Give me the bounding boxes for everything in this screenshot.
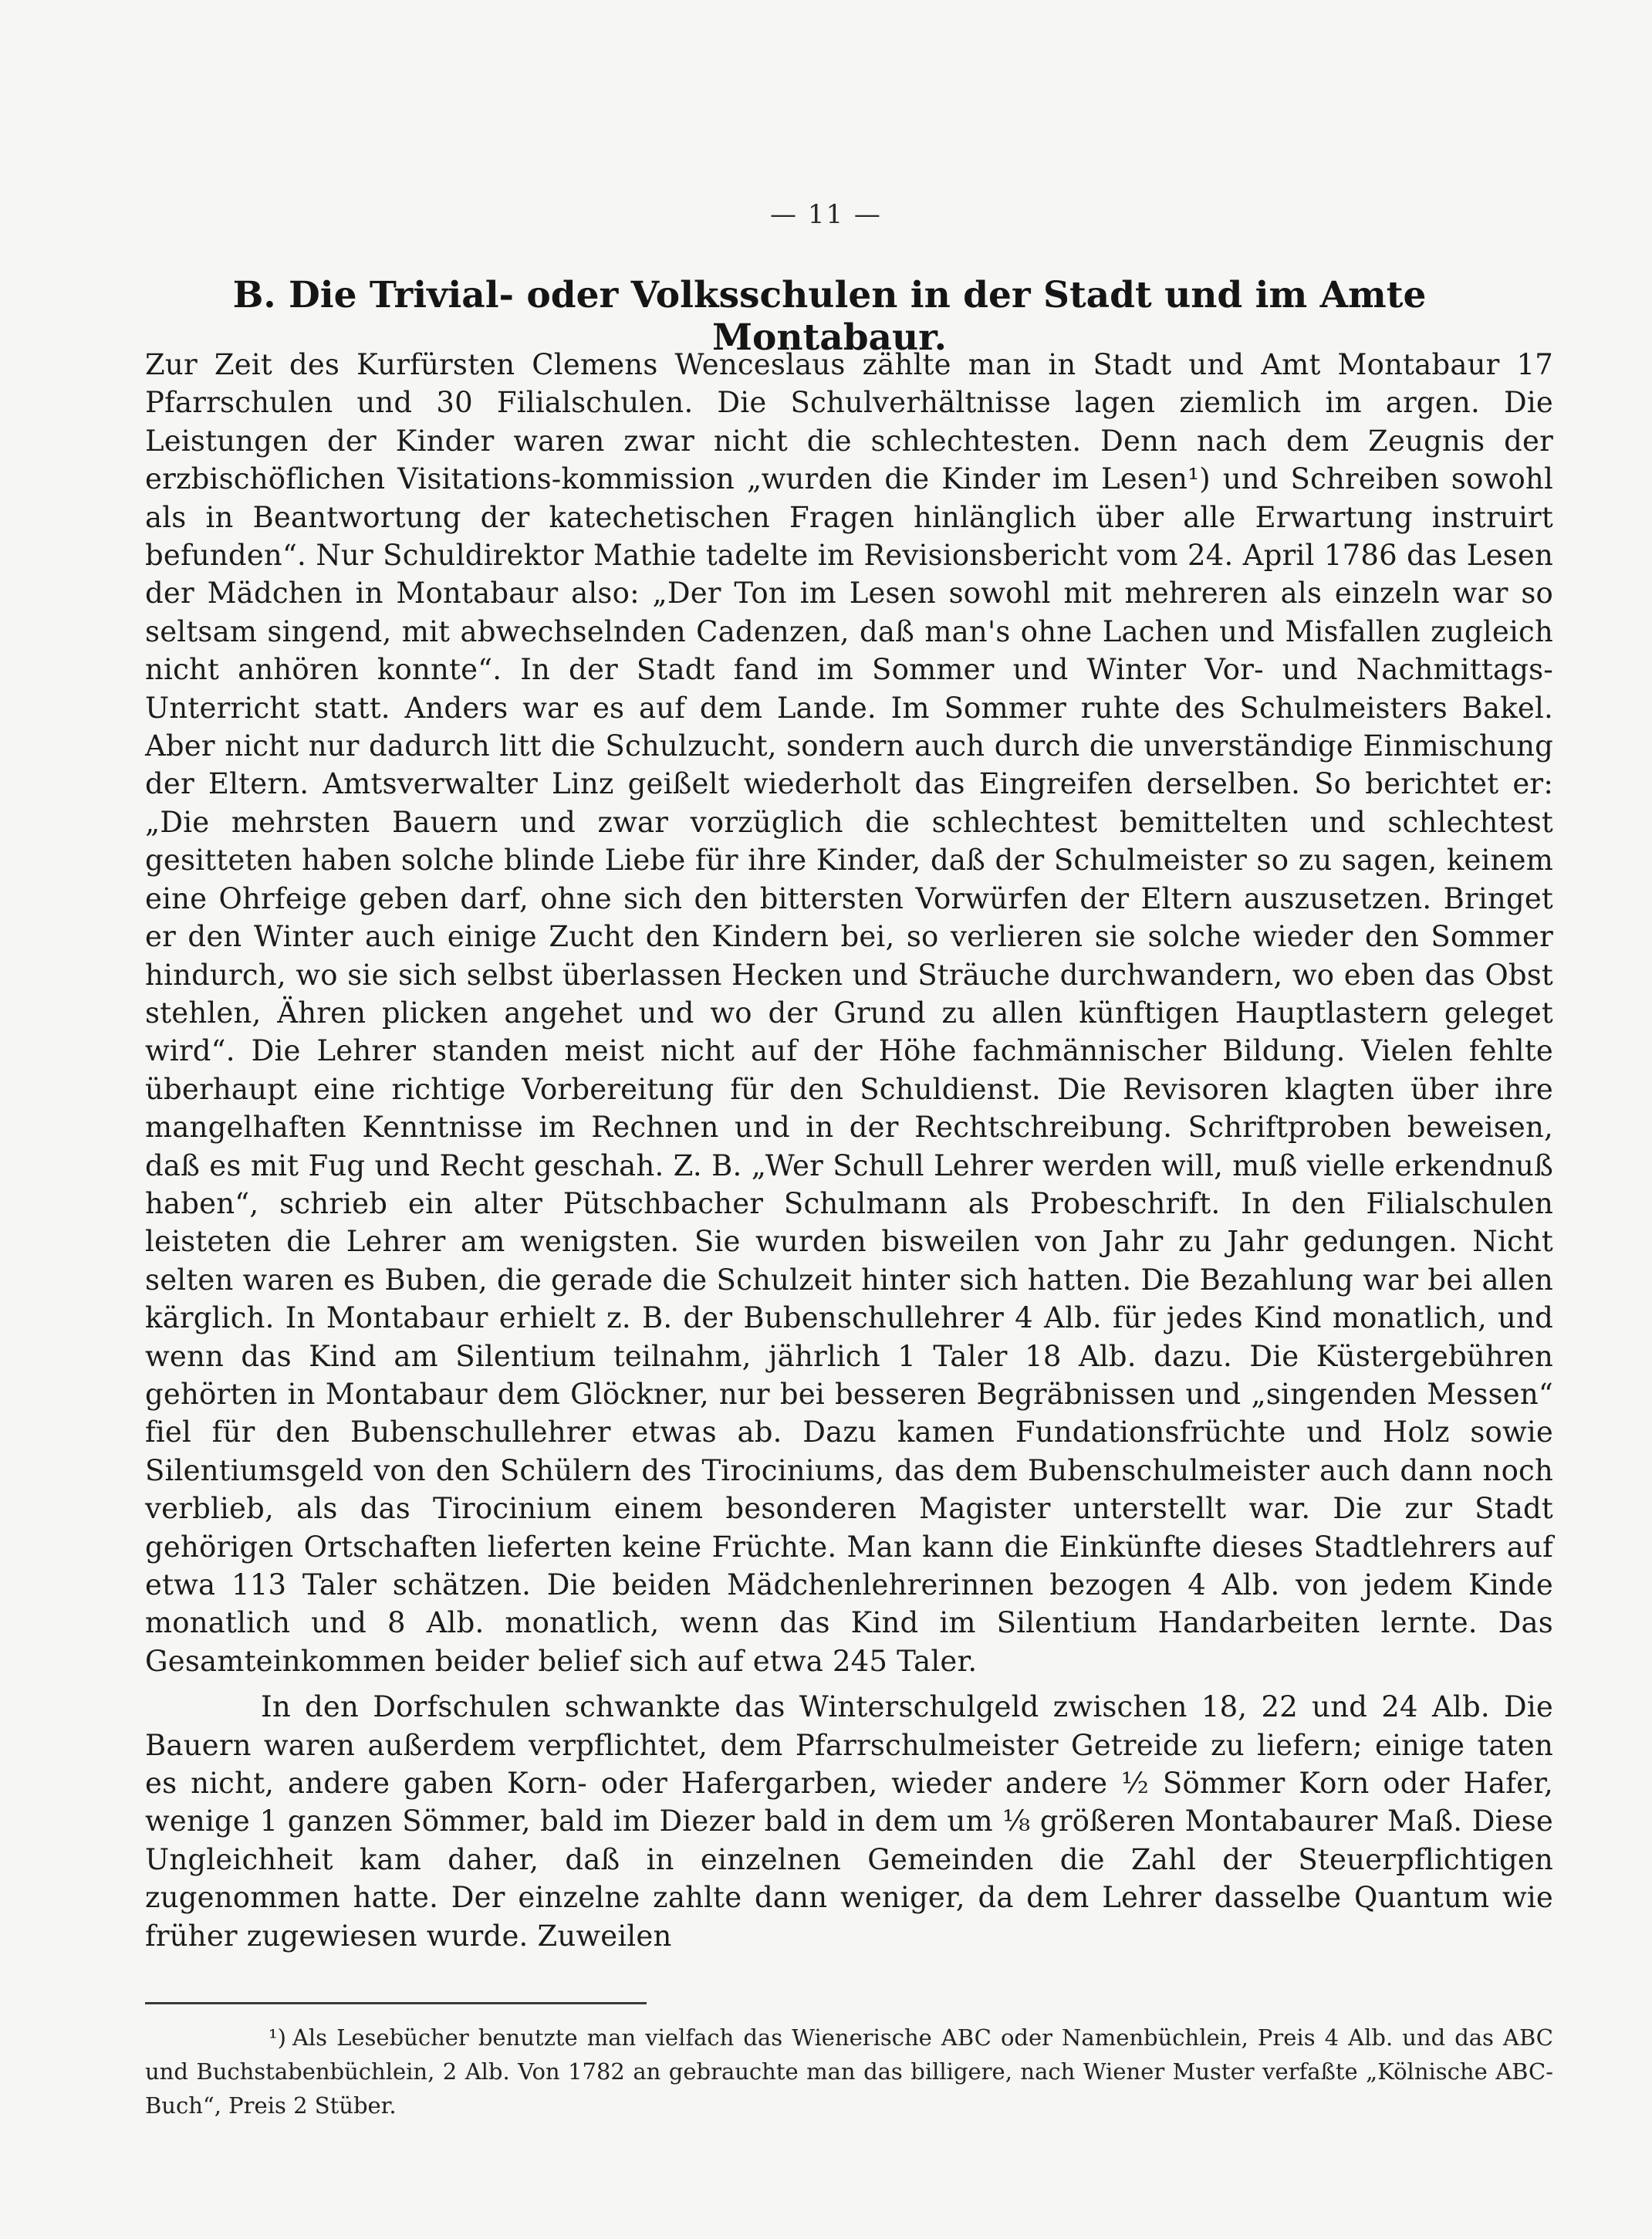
paragraph-1: Zur Zeit des Kurfürsten Clemens Wenceslaus zählte man in Stadt und Amt Montabaur 17 Pfarrschulen und 30 Filialschulen. Die Schulverhältnisse lagen ziemlich im argen. Die Leistungen der Kinder waren zwar nicht die schlechtesten. Denn nach dem Zeugnis der erzbischöflichen Visitations-kommission „wurden die Kinder im Lesen¹) und Schreiben sowohl als in Beantwortung der katechetischen Fragen hinlänglich über alle Erwartung instruirt befunden“. Nur Schuldirektor Mathie tadelte im Revisionsbericht vom 24. April 1786 das Lesen der Mädchen in Montabaur also: „Der Ton im Lesen sowohl mit mehreren als einzeln war so seltsam singend, mit abwechselnden Cadenzen, daß man's ohne Lachen und Misfallen zugleich nicht anhören konnte“. In der Stadt fand im Sommer und Winter Vor- und Nachmittags-Unterricht statt. Anders war es auf dem Lande. Im Sommer ruhte des Schulmeisters Bakel. Aber nicht nur dadurch litt die Schulzucht, sondern auch durch die unverständige Einmischung der Eltern. Amtsverwalter Linz geißelt wiederholt das Eingreifen derselben. So berichtet er: „Die mehrsten Bauern und zwar vorzüglich die schlechtest bemittelten und schlechtest gesitteten haben solche blinde Liebe für ihre Kinder, daß der Schulmeister so zu sagen, keinem eine Ohrfeige geben darf, ohne sich den bittersten Vorwürfen der Eltern auszusetzen. Bringet er den Winter auch einige Zucht den Kindern bei, so verlieren sie solche wieder den Sommer hindurch, wo sie sich selbst überlassen Hecken und Sträuche durchwandern, wo eben das Obst stehlen, Ähren plicken angehet und wo der Grund zu allen künftigen Hauptlastern geleget wird“. Die Lehrer standen meist nicht auf der Höhe fachmännischer Bildung. Vielen fehlte überhaupt eine richtige Vorbereitung für den Schuldienst. Die Revisoren klagten über ihre mangelhaften Kenntnisse im Rechnen und in der Rechtschreibung. Schriftproben beweisen, daß es mit Fug und Recht geschah. Z. B. „Wer Schull Lehrer werden will, muß vielle erkendnuß haben“, schrieb ein alter Pütschbacher Schulmann als Probeschrift. In den Filialschulen leisteten die Lehrer am wenigsten. Sie wurden bisweilen von Jahr zu Jahr gedungen. Nicht selten waren es Buben, die gerade die Schulzeit hinter sich hatten. Die Bezahlung war bei allen kärglich. In Montabaur erhielt z. B. der Bubenschullehrer 4 Alb. für jedes Kind monatlich, und wenn das Kind am Silentium teilnahm, jährlich 1 Taler 18 Alb. dazu. Die Küstergebühren gehörten in Montabaur dem Glöckner, nur bei besseren Begräbnissen und „singenden Messen“ fiel für den Bubenschullehrer etwas ab. Dazu kamen Fundationsfrüchte und Holz sowie Silentiumsgeld von den Schülern des Tirociniums, das dem Bubenschulmeister auch dann noch verblieb, als das Tirocinium einem besonderen Magister unterstellt war. Die zur Stadt gehörigen Ortschaften lieferten keine Früchte. Man kann die Einkünfte dieses Stadtlehrers auf etwa 113 Taler schätzen. Die beiden Mädchenlehrerinnen bezogen 4 Alb. von jedem Kinde monatlich und 8 Alb. monatlich, wenn das Kind im Silentium Handarbeiten lernte. Das Gesamteinkommen beider belief sich auf etwa 245 Taler. — [145, 348, 1553, 1678]
body-text — [145, 346, 1553, 1955]
paragraph-2: In den Dorfschulen schwankte das Winterschulgeld zwischen 18, 22 und 24 Alb. Die Bauern waren außerdem verpflichtet, dem Pfarrschulmeister Getreide zu liefern; einige taten es nicht, andere gaben Korn- oder Hafergarben, wieder andere ½ Sömmer Korn oder Hafer, wenige 1 ganzen Sömmer, bald im Diezer bald in dem um ⅛ größeren Montabaurer Maß. Diese Ungleichheit kam daher, daß in einzelnen Gemeinden die Zahl der Steuerpflichtigen zugenommen hatte. Der einzelne zahlte dann weniger, da dem Lehrer dasselbe Quantum wie früher zugewiesen wurde. Zuweilen — [145, 1690, 1553, 1953]
section-heading: B. Die Trivial- oder Volksschulen in der Stadt und im Amte Montabaur. — [232, 274, 1427, 359]
footnote — [145, 2021, 1553, 2122]
page-number: — 11 — — [770, 199, 882, 230]
footnote-marker: ¹) — [269, 2024, 286, 2051]
footnote-text: Als Lesebücher benutzte man vielfach das Wienerische ABC oder Namenbüchlein, Preis 4 Alb. und das ABC und Buchstabenbüchlein, 2 Alb. Von 1782 an gebrauchte man das billigere, nach Wiener Muster verfaßte „Kölnische ABC-Buch“, Preis 2 Stüber. — [145, 2024, 1553, 2119]
footnote-divider — [145, 2002, 647, 2004]
